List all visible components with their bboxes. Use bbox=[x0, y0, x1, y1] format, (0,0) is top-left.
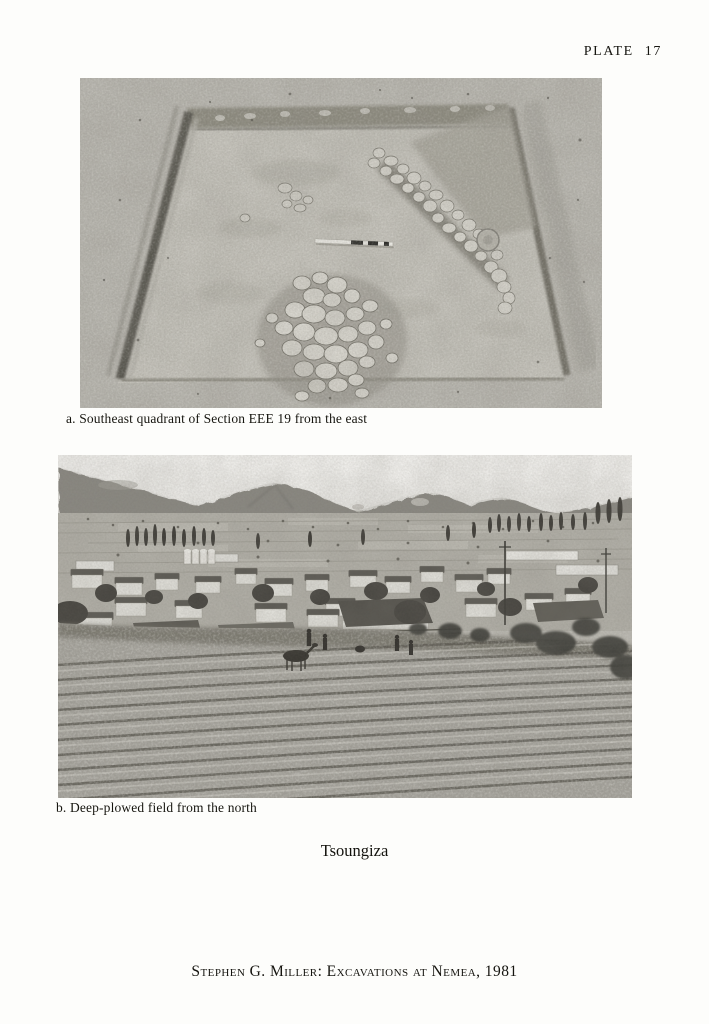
figure-b-photo bbox=[58, 455, 632, 798]
figure-a-photo bbox=[80, 78, 602, 408]
plate-label bbox=[584, 44, 662, 60]
figure-b-caption: b. Deep-plowed field from the north bbox=[56, 800, 257, 815]
trench-photo-svg bbox=[80, 78, 602, 408]
photo-grain-overlay bbox=[80, 78, 602, 408]
site-label: Tsoungiza bbox=[320, 841, 389, 860]
plate-number: 17 bbox=[644, 44, 662, 59]
figure-a-caption: a. Southeast quadrant of Section EEE 19 from the east bbox=[66, 411, 368, 426]
photo-grain-overlay bbox=[58, 455, 632, 798]
credit-line: Stephen G. Miller: Excavations at Nemea, 1981 bbox=[191, 963, 518, 980]
landscape-photo-svg bbox=[58, 455, 632, 798]
plate-word: PLATE bbox=[583, 44, 634, 59]
